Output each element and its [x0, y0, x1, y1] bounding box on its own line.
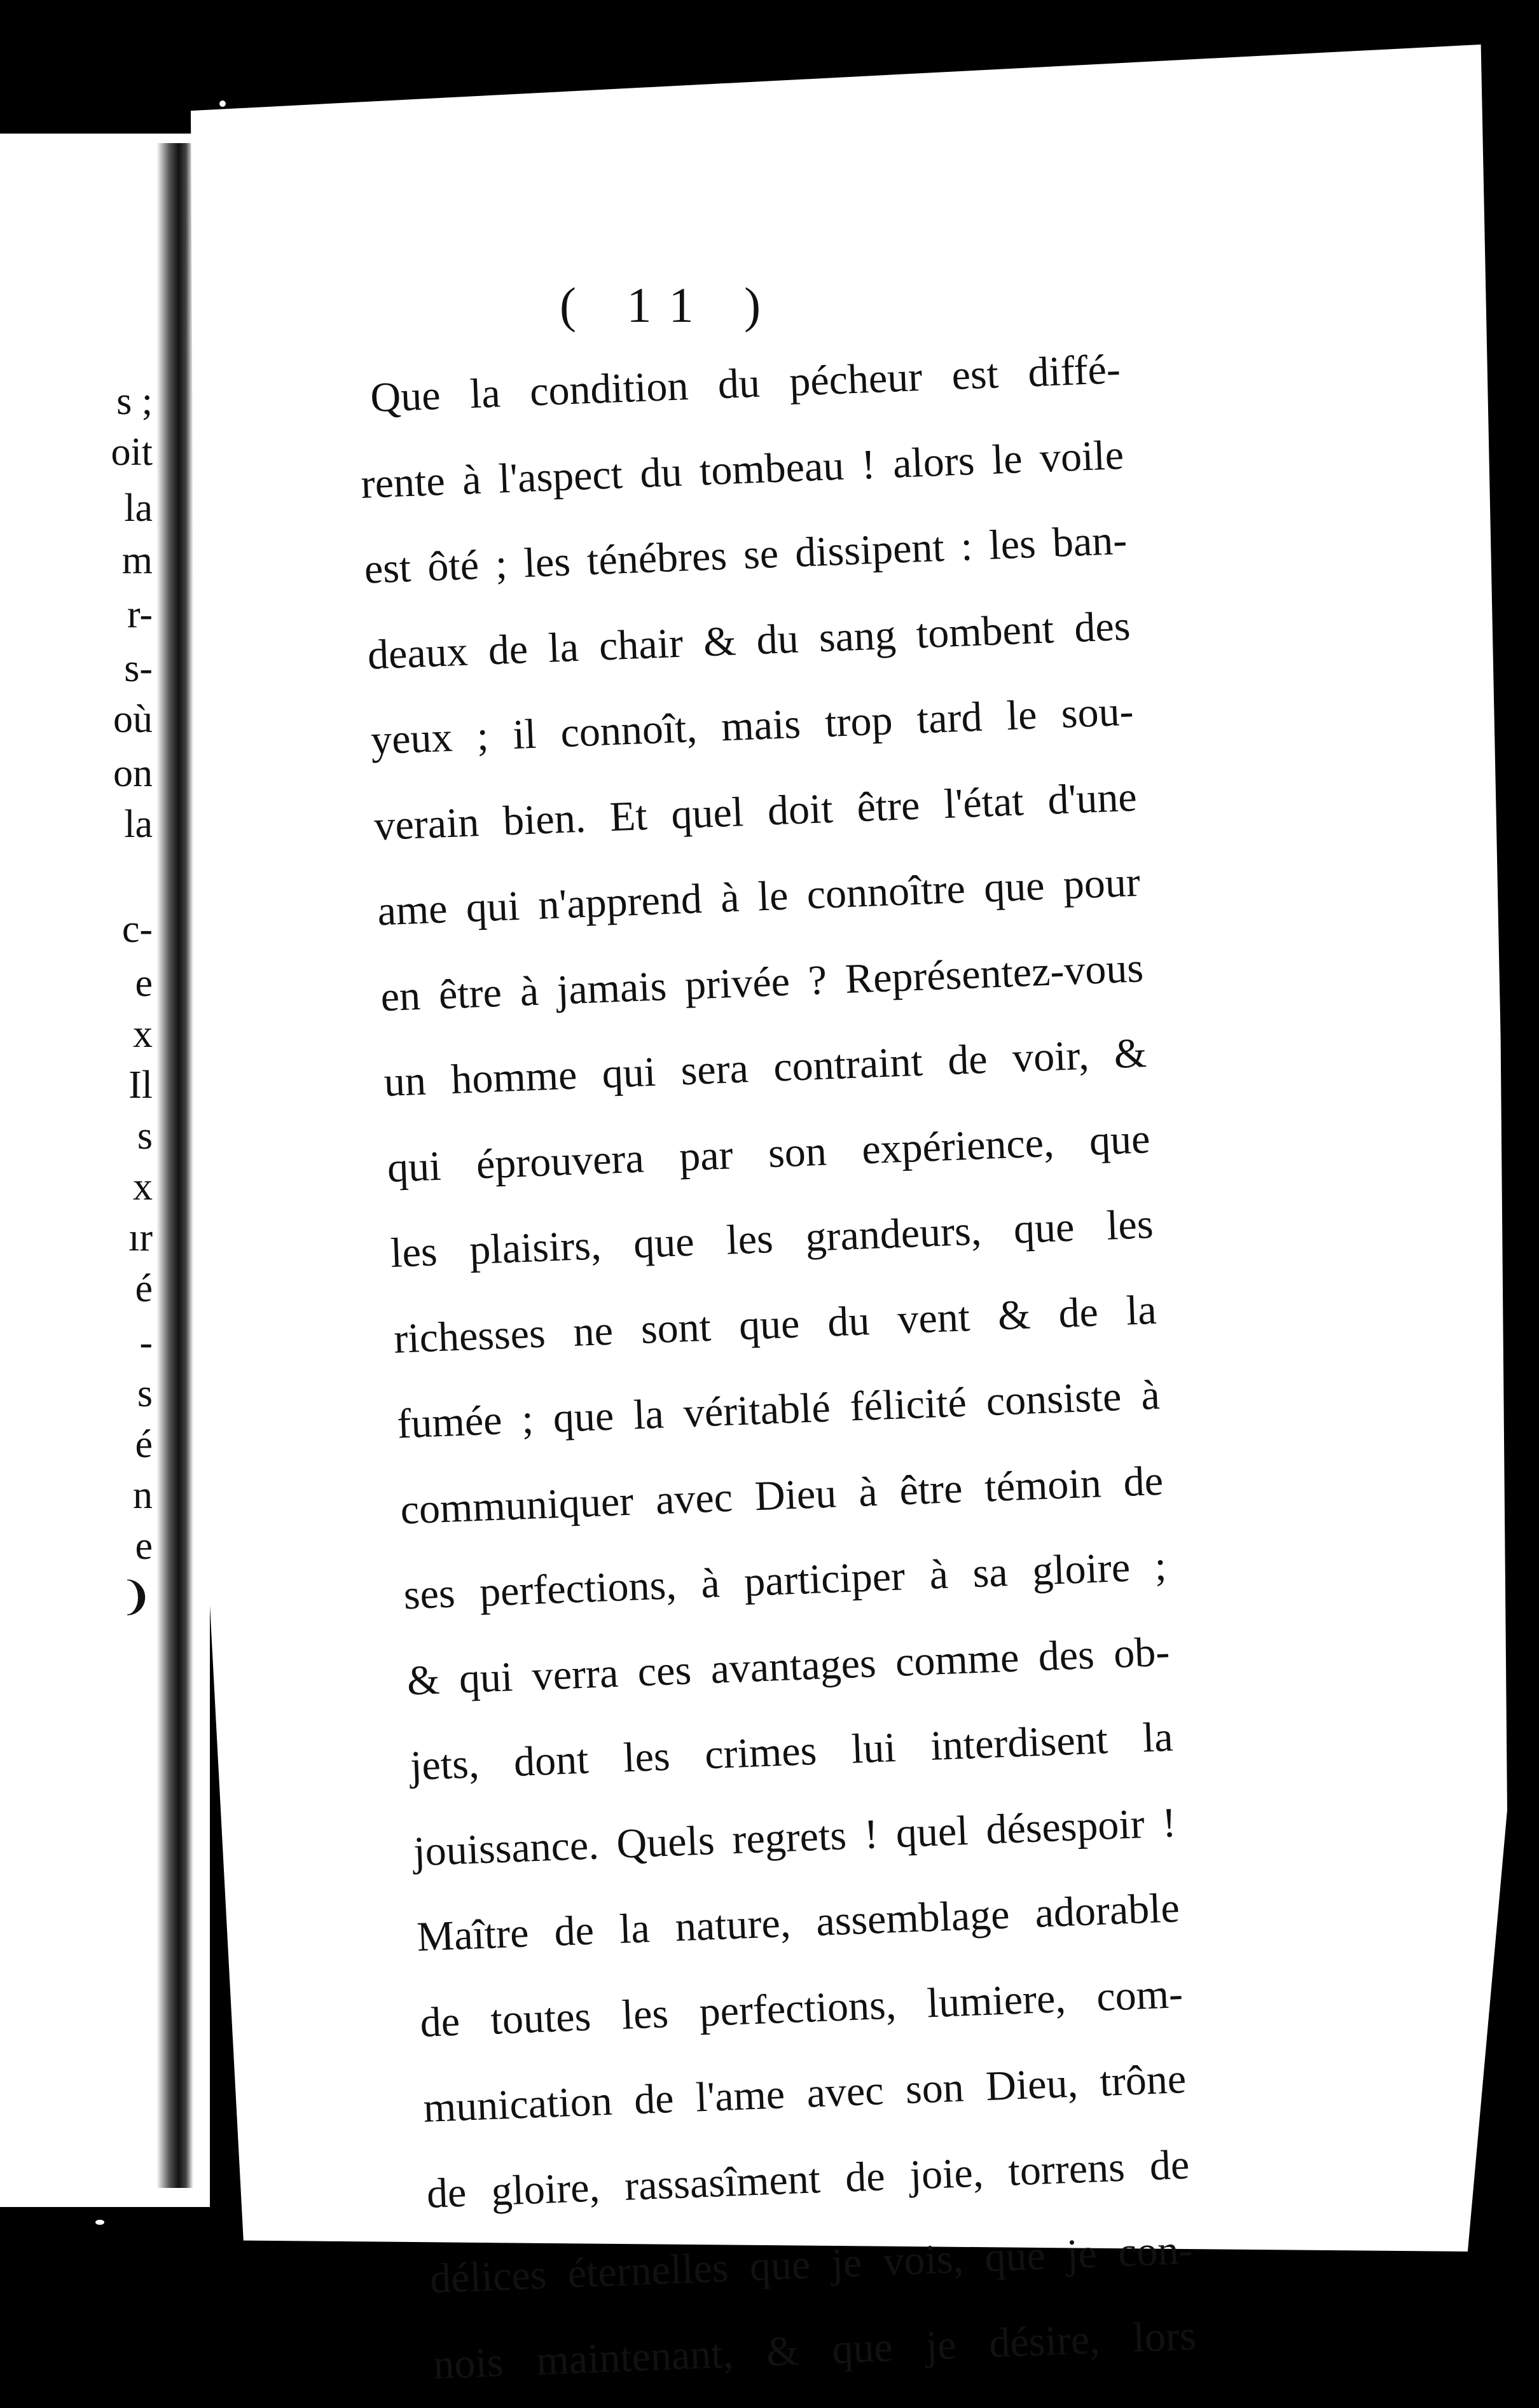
- text-line: verain bien. Et quel doit être l'état d'une: [373, 773, 1138, 849]
- left-fragment: x: [133, 1165, 153, 1208]
- text-line: de toutes les perfections, lumiere, com-: [419, 1970, 1184, 2046]
- left-fragment: r-: [127, 593, 153, 636]
- text-line: qui éprouvera par son expérience, que: [386, 1115, 1151, 1191]
- text-line: est ôté ; les ténébres se dissipent : les ban-: [363, 516, 1128, 593]
- left-fragment: e: [135, 1525, 153, 1568]
- text-line: ame qui n'apprend à le connoître que pour: [376, 859, 1142, 935]
- text-line: Maître de la nature, assemblage adorable: [416, 1885, 1181, 1961]
- text-line: jouissance. Quels regrets ! quel désespoir !: [412, 1799, 1177, 1875]
- left-fragment: c-: [121, 908, 153, 951]
- left-fragment: la: [124, 803, 153, 846]
- text-line: communiquer avec Dieu à être témoin de: [399, 1457, 1164, 1533]
- text-line: & qui verra ces avantages comme des ob-: [406, 1628, 1171, 1704]
- text-line: richesses ne sont que du vent & de la: [392, 1286, 1157, 1362]
- left-fragment: é: [135, 1267, 153, 1310]
- book-gutter: [156, 143, 193, 2188]
- text-line: Que la condition du pécheur est diffé-: [369, 345, 1122, 422]
- text-line: rente à l'aspect du tombeau ! alors le voile: [360, 431, 1125, 508]
- text-line: nois maintenant, & que je désire, lors: [432, 2312, 1197, 2388]
- left-fragment: Il: [128, 1063, 153, 1107]
- text-line: fumée ; que la véritablé félicité consiste à: [396, 1371, 1161, 1448]
- left-fragment: où: [113, 698, 153, 741]
- dust-speck: [95, 2220, 104, 2225]
- text-line: ses perfections, à participer à sa gloire ;: [403, 1542, 1168, 1619]
- left-fragment: s-: [124, 647, 153, 690]
- left-fragment: s: [137, 1372, 153, 1415]
- left-fragment: x: [133, 1013, 153, 1056]
- left-fragment: ❩: [120, 1575, 153, 1619]
- left-fragment: n: [133, 1474, 153, 1517]
- page-text: [356, 327, 1197, 2408]
- left-fragment: m: [121, 539, 153, 582]
- left-fragment: -: [139, 1321, 153, 1364]
- text-line: délices éternelles que je vois, que je con-: [429, 2226, 1194, 2302]
- left-fragment: é: [135, 1423, 153, 1466]
- text-line: en être à jamais privée ? Représentez-vous: [380, 944, 1145, 1020]
- text-line: munication de l'ame avec son Dieu, trône: [422, 2055, 1187, 2131]
- text-line: de gloire, rassasîment de joie, torrens de: [425, 2141, 1190, 2217]
- left-fragment: ır: [128, 1216, 153, 1259]
- left-fragment: on: [113, 752, 153, 795]
- text-line: jets, dont les crimes lui interdisent la: [409, 1713, 1174, 1790]
- text-line: un homme qui sera contraint de voir, &: [383, 1030, 1148, 1106]
- left-fragment: s: [137, 1114, 153, 1158]
- page-number: ( 11 ): [560, 277, 780, 333]
- left-fragment: la: [124, 487, 153, 530]
- left-fragment: oit: [111, 431, 153, 474]
- left-fragment: s ;: [116, 380, 153, 423]
- text-line: yeux ; il connoît, mais trop tard le sou-: [369, 688, 1135, 764]
- text-line: deaux de la chair & du sang tombent des: [366, 602, 1131, 679]
- text-line: les plaisirs, que les grandeurs, que les: [389, 1200, 1154, 1277]
- left-fragment: e: [135, 962, 153, 1005]
- dust-speck: [219, 100, 226, 107]
